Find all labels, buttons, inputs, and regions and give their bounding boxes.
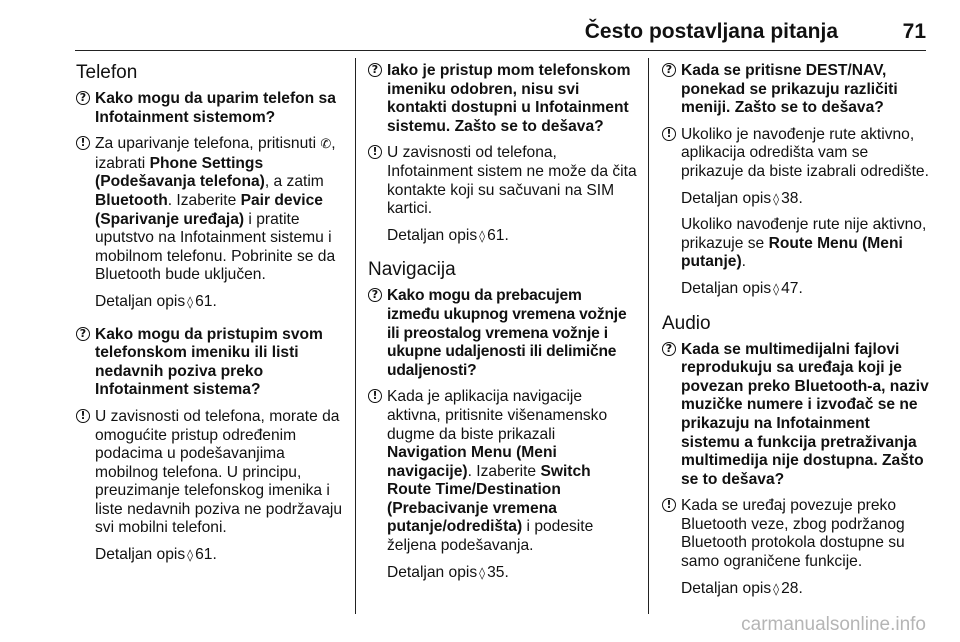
- question-text: Kako mogu da prebacujem između ukupnog vremena vožnje ili preostalog vremena vožnje i ukupne udaljenosti ili delimične udaljenosti?: [387, 287, 627, 379]
- section-title-navigacija: Navigacija: [368, 259, 456, 281]
- answer-text: Kada je aplikacija navigacije aktivna, pritisnite višenamensko dugme da biste prikazali Navigation Menu (Meni navigacije). Izaberite Switch Route Time/Destination (Prebacivanje vremena putanje/odredišta) i podesite željena podešavanja.: [387, 388, 608, 555]
- question-circle-icon: ?: [368, 288, 382, 302]
- answer-text: U zavisnosti od telefona, Infotainment sistem ne može da čita kontakte koji su sačuvani na SIM kartici.: [387, 144, 637, 218]
- answer-text: Ukoliko navođenje rute nije aktivno, prikazuje se Route Menu (Meni putanje).: [681, 216, 927, 271]
- reference-arrow-icon: ◊: [479, 565, 486, 580]
- answer-block: [368, 144, 638, 218]
- answer-block: [662, 497, 932, 571]
- question-block: [368, 62, 638, 136]
- question-circle-icon: ?: [76, 91, 90, 105]
- question-circle-icon: ?: [662, 342, 676, 356]
- question-block: [76, 90, 348, 127]
- reference-line: Detaljan opis ◊ 35.: [387, 563, 509, 581]
- reference-line: Detaljan opis ◊ 61.: [95, 292, 217, 310]
- reference-arrow-icon: ◊: [479, 228, 486, 243]
- column-divider-1: [355, 58, 356, 614]
- question-text: Iako je pristup mom telefonskom imeniku odobren, nisu svi kontakti dostupni u Infotainment sistemu. Zašto se to dešava?: [387, 62, 631, 135]
- question-circle-icon: ?: [662, 63, 676, 77]
- header-divider: [75, 50, 926, 51]
- question-circle-icon: ?: [368, 63, 382, 77]
- question-block: [662, 341, 932, 490]
- exclamation-circle-icon: !: [76, 409, 90, 423]
- page-number: 71: [902, 20, 926, 43]
- reference-line: Detaljan opis ◊ 61.: [387, 226, 509, 244]
- answer-text: U zavisnosti od telefona, morate da omogućite pristup određenim podacima u podešavanjima mobilnog telefona. U principu, preuzimanje telefonskog imenika i liste nedavnih poziva ne podržavaju svi mobilni telefoni.: [95, 407, 343, 537]
- answer-text: Za uparivanje telefona, pritisnuti ✆, izabrati Phone Settings (Podešavanja telefona), a zatim Bluetooth. Izaberite Pair device (Sparivanje uređaja) i pratite uputstvo na Infotainment sistemu i mobilnom telefonu. Pobrinite se da Bluetooth bude uključen.: [95, 135, 336, 284]
- answer-block: [368, 388, 638, 555]
- column-divider-2: [648, 58, 649, 614]
- reference-arrow-icon: ◊: [773, 581, 780, 596]
- reference-arrow-icon: ◊: [773, 191, 780, 206]
- exclamation-circle-icon: !: [368, 389, 382, 403]
- reference-arrow-icon: ◊: [773, 281, 780, 296]
- reference-line: Detaljan opis ◊ 61.: [95, 546, 217, 564]
- column-2: [368, 58, 638, 582]
- reference-arrow-icon: ◊: [187, 294, 194, 309]
- reference-line: Detaljan opis ◊ 38.: [681, 189, 803, 207]
- reference-arrow-icon: ◊: [187, 548, 194, 563]
- watermark-text: carmanualsonline.info: [741, 614, 926, 635]
- section-title-telefon: Telefon: [76, 62, 138, 83]
- phone-icon: ✆: [320, 137, 332, 153]
- answer-block: [662, 126, 932, 182]
- question-text: Kada se multimedijalni fajlovi reprodukuju sa uređaja koji je povezan preko Bluetooth-a, naziv muzičke numere i izvođač se ne prikazuju na Infotainment sistemu a funkcija pretraživanja multimedija nije dostupna. Zašto se to dešava?: [681, 340, 929, 488]
- exclamation-circle-icon: !: [662, 127, 676, 141]
- question-block: [662, 62, 932, 118]
- answer-block: [76, 408, 348, 538]
- question-text: Kako mogu da pristupim svom telefonskom imeniku ili listi nedavnih poziva preko Infotainment sistema?: [95, 325, 323, 399]
- exclamation-circle-icon: !: [368, 145, 382, 159]
- answer-block: [76, 135, 348, 285]
- question-block: [76, 326, 348, 400]
- question-block: [368, 287, 638, 380]
- question-circle-icon: ?: [76, 327, 90, 341]
- section-title-audio: Audio: [662, 312, 711, 334]
- column-1: [76, 58, 348, 565]
- exclamation-circle-icon: !: [662, 498, 676, 512]
- column-3: [662, 58, 932, 598]
- reference-line: Detaljan opis ◊ 28.: [681, 579, 803, 597]
- reference-line: Detaljan opis ◊ 47.: [681, 279, 803, 297]
- exclamation-circle-icon: !: [76, 136, 90, 150]
- answer-text: Ukoliko je navođenje rute aktivno, aplikacija odredišta vam se prikazuje da biste izabrali odredište.: [681, 125, 929, 180]
- page-header-title: Često postavljana pitanja: [584, 20, 838, 43]
- answer-text: Kada se uređaj povezuje preko Bluetooth veze, zbog podržanog Bluetooth protokola dostupne su samo ograničene funkcije.: [681, 497, 905, 571]
- question-text: Kako mogu da uparim telefon sa Infotainment sistemom?: [95, 90, 336, 126]
- question-text: Kada se pritisne DEST/NAV, ponekad se prikazuju različiti meniji. Zašto se to dešava?: [681, 62, 898, 117]
